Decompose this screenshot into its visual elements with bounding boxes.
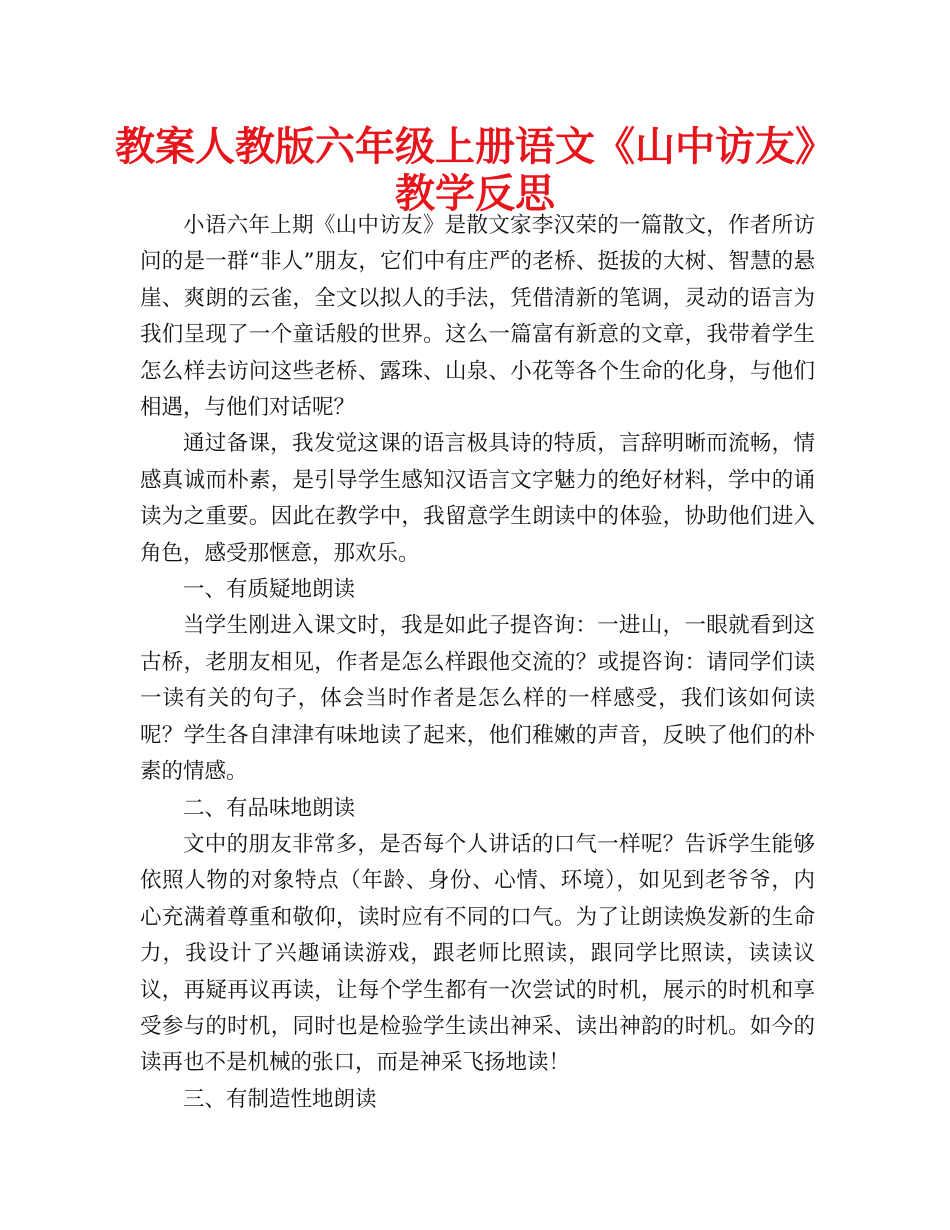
paragraph-section-2: 文中的朋友非常多，是否每个人讲话的口气一样呢？告诉学生能够依照人物的对象特点（年龄、身份、心情、环境），如见到老爷爷，内心充满着尊重和敬仰，读时应有不同的口气。为了让朗读焕发新的生命力，我设计了兴趣诵读游戏，跟老师比照读，跟同学比照读，读读议议，再疑再议再读，让每个学生都有一次尝试的时机，展示的时机和享受参与的时机，同时也是检验学生读出神采、读出神韵的时机。如今的读再也不是机械的张口，而是神采飞扬地读！ (140, 831, 815, 1076)
paragraph-intro: 小语六年上期《山中访友》是散文家李汉荣的一篇散文，作者所访问的是一群“非人”朋友，它们中有庄严的老桥、挺拔的大树、智慧的悬崖、爽朗的云雀，全文以拟人的手法，凭借清新的笔调，灵动的语言为我们呈现了一个童话般的世界。这么一篇富有新意的文章，我带着学生怎么样去访问这些老桥、露珠、山泉、小花等各个生命的化身，与他们相遇，与他们对话呢？ (140, 213, 815, 421)
section-heading-3: 三、有制造性地朗读 (183, 1086, 377, 1112)
document-title-line-1: 教案人教版六年级上册语文《山中访友》 (115, 124, 835, 170)
document-title-line-2: 教学反思 (395, 171, 555, 217)
section-heading-1: 一、有质疑地朗读 (183, 577, 356, 603)
document-body (140, 208, 815, 1118)
paragraph-preparation: 通过备课，我发觉这课的语言极具诗的特质，言辞明晰而流畅，情感真诚而朴素，是引导学生感知汉语言文字魅力的绝好材料，学中的诵读为之重要。因此在教学中，我留意学生朗读中的体验，协助他们进入角色，感受那惬意，那欢乐。 (140, 431, 815, 566)
paragraph-section-1: 当学生刚进入课文时，我是如此子提咨询：一进山，一眼就看到这古桥，老朋友相见，作者是怎么样跟他交流的？或提咨询：请同学们读一读有关的句子，体会当时作者是怎么样的一样感受，我们该如何读呢？学生各自津津有味地读了起来，他们稚嫩的声音，反映了他们的朴素的情感。 (140, 613, 815, 785)
section-heading-2: 二、有品味地朗读 (183, 795, 356, 821)
